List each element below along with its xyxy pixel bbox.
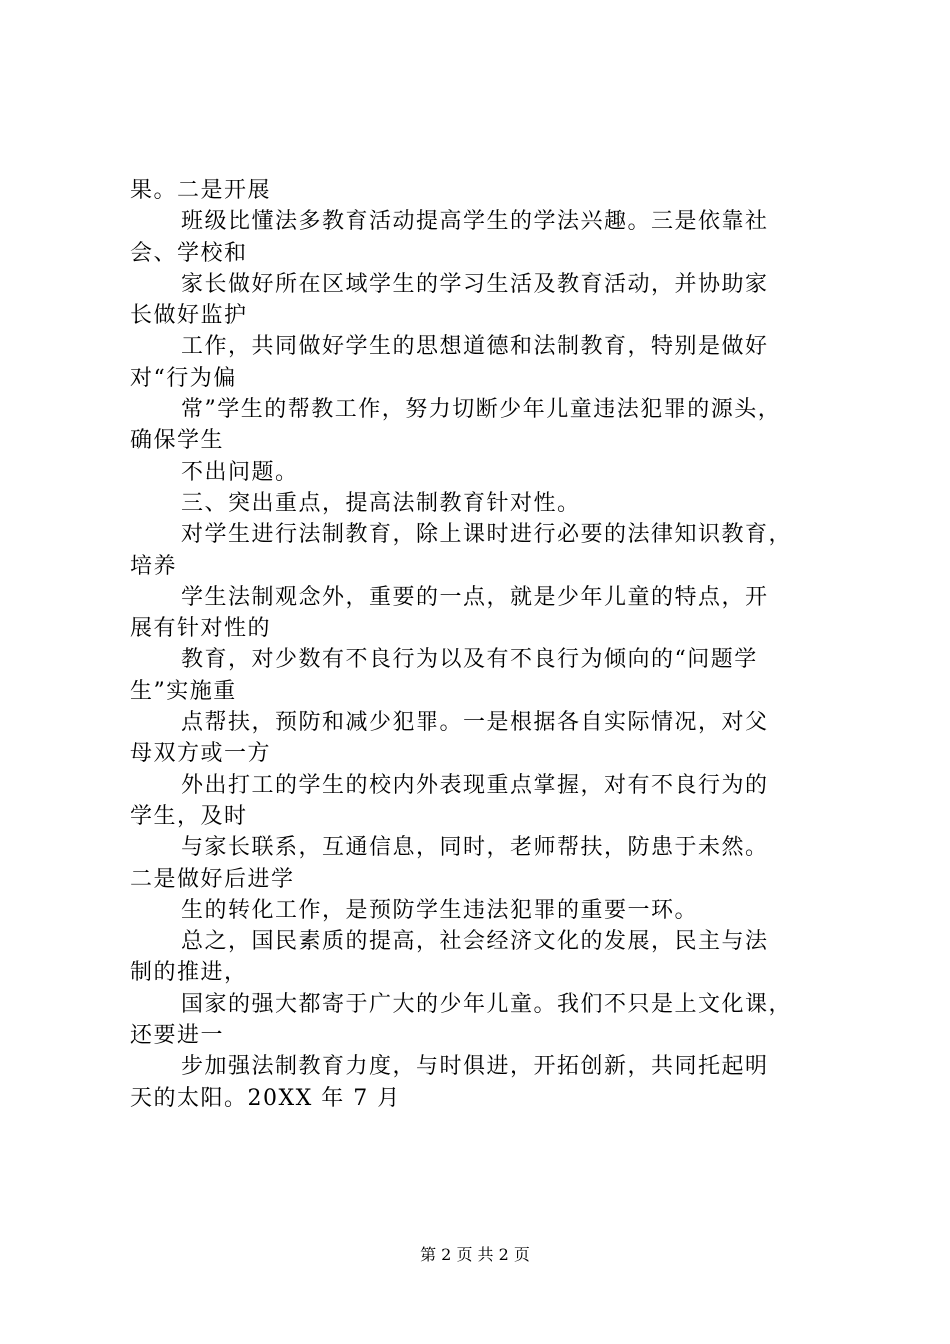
text-line: 母双方或一方 (130, 741, 272, 767)
text-line: 不出问题。 (181, 459, 299, 485)
text-line: 三、突出重点，提高法制教育针对性。 (181, 490, 581, 516)
text-line: 班级比懂法多教育活动提高学生的学法兴趣。三是依靠社 (181, 209, 769, 235)
document-body (130, 175, 850, 1114)
text-line: 还要进一 (130, 1023, 225, 1049)
text-line: 教育，对少数有不良行为以及有不良行为倾向的“问题学 (181, 647, 758, 673)
text-line: 对学生进行法制教育，除上课时进行必要的法律知识教育， (181, 522, 793, 548)
text-line: 培养 (130, 553, 178, 579)
text-line: 长做好监护 (130, 303, 248, 329)
page-footer: 第 2 页 共 2 页 (420, 1245, 530, 1264)
text-line: 生的转化工作，是预防学生违法犯罪的重要一环。 (181, 897, 699, 923)
text-line: 确保学生 (130, 428, 225, 454)
text-line: 制的推进， (130, 960, 248, 986)
text-line: 工作，共同做好学生的思想道德和法制教育，特别是做好 (181, 334, 769, 360)
text-line: 展有针对性的 (130, 616, 272, 642)
text-line: 步加强法制教育力度，与时俱进，开拓创新，共同托起明 (181, 1054, 769, 1080)
text-line: 常”学生的帮教工作，努力切断少年儿童违法犯罪的源头， (181, 397, 782, 423)
text-line: 对“行为偏 (130, 365, 237, 391)
text-line: 天的太阳。20XX 年 7 月 (130, 1085, 401, 1111)
text-line: 总之，国民素质的提高，社会经济文化的发展，民主与法 (181, 929, 769, 955)
text-line: 国家的强大都寄于广大的少年儿童。我们不只是上文化课， (181, 991, 793, 1017)
text-line: 二是做好后进学 (130, 866, 295, 892)
text-line: 生”实施重 (130, 678, 237, 704)
text-line: 家长做好所在区域学生的学习生活及教育活动，并协助家 (181, 271, 769, 297)
text-line: 学生法制观念外，重要的一点，就是少年儿童的特点，开 (181, 584, 769, 610)
text-line: 学生，及时 (130, 803, 248, 829)
text-line: 点帮扶，预防和减少犯罪。一是根据各自实际情况，对父 (181, 710, 769, 736)
text-line: 与家长联系，互通信息，同时，老师帮扶，防患于未然。 (181, 835, 769, 861)
text-line: 会、学校和 (130, 240, 248, 266)
text-line: 外出打工的学生的校内外表现重点掌握，对有不良行为的 (181, 772, 769, 798)
text-line: 果。二是开展 (130, 178, 272, 203)
